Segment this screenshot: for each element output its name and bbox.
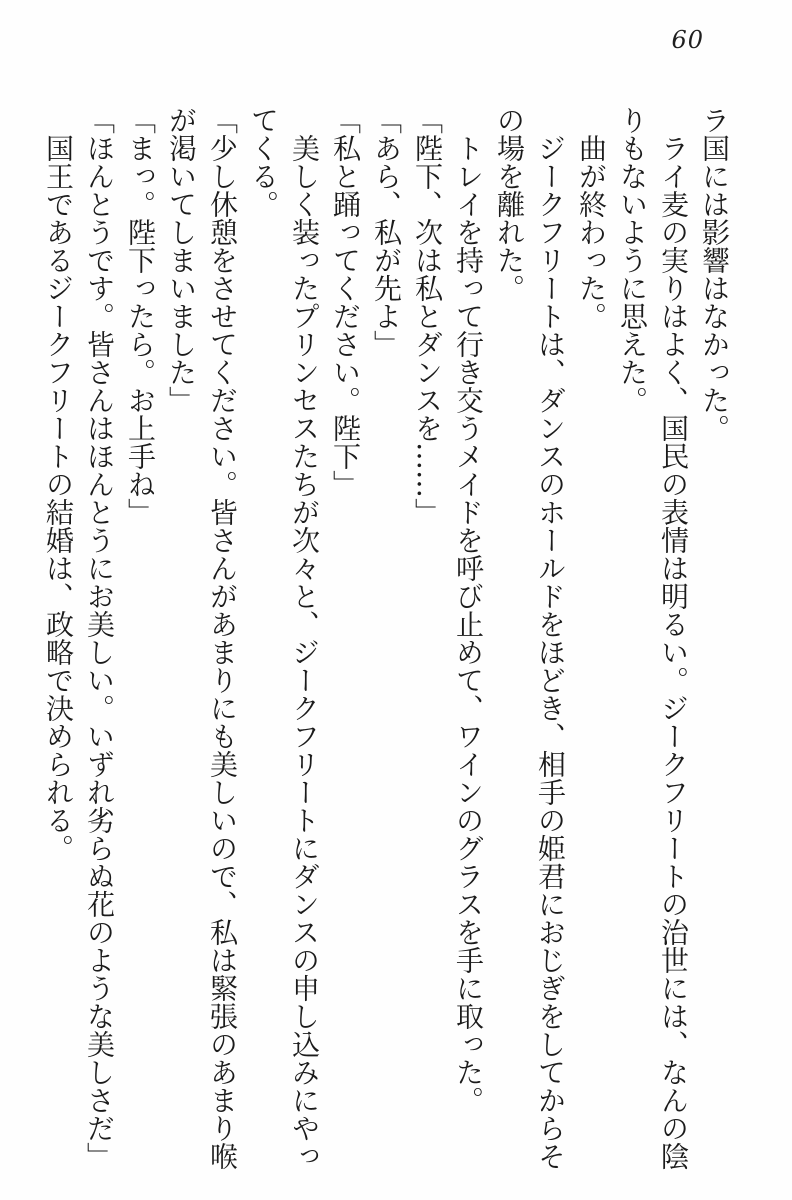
paragraph: 国王であるジークフリートの結婚は、政略で決められる。 — [42, 106, 75, 862]
page-number: 60 — [671, 26, 704, 54]
paragraph-dialogue: 「まっ。陛下ったら。お上手ね」 — [124, 106, 157, 526]
paragraph: トレイを持って行き交うメイドを呼び止めて、ワインのグラスを手に取った。 — [452, 106, 485, 1114]
paragraph-dialogue: 「ほんとうです。皆さんはほんとうにお美しい。いずれ劣らぬ花のような美しさだ」 — [83, 106, 116, 1170]
paragraph: ラ国には影響はなかった。 — [698, 106, 731, 442]
paragraph-dialogue: 「陛下、次は私とダンスを……」 — [411, 106, 444, 526]
paragraph: 美しく装ったプリンセスたちが次々と、ジークフリートにダンスの申し込みにやってくる。 — [247, 106, 321, 1170]
body-text — [38, 106, 735, 1170]
paragraph-dialogue: 「少し休憩をさせてください。皆さんがあまりにも美しいので、私は緊張のあまり喉が渇いてしまいました」 — [165, 106, 239, 1170]
paragraph-dialogue: 「私と踊ってください。陛下」 — [329, 106, 362, 498]
paragraph: ライ麦の実りはよく、国民の表情は明るい。ジークフリートの治世には、なんの陰りもないように思えた。 — [616, 106, 690, 1170]
paragraph: 曲が終わった。 — [575, 106, 608, 330]
paragraph-dialogue: 「あら、私が先よ」 — [370, 106, 403, 358]
paragraph: ジークフリートは、ダンスのホールドをほどき、相手の姫君におじぎをしてからその場を離れた。 — [493, 106, 567, 1170]
